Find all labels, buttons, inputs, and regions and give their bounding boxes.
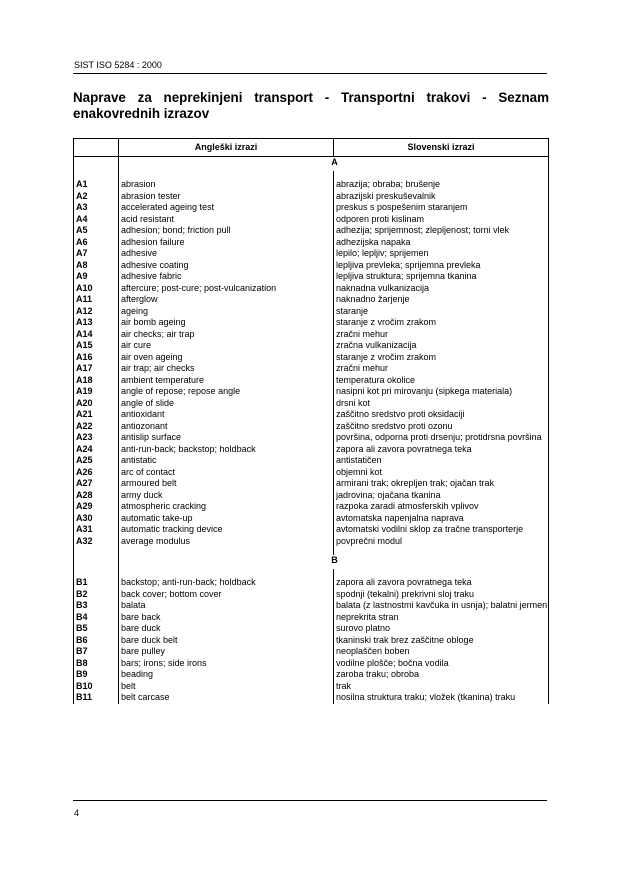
slovene-term: vodilne plošče; bočna vodila — [334, 658, 549, 670]
term-code: A15 — [74, 340, 119, 352]
english-term: automatic take-up — [119, 513, 334, 525]
english-term: backstop; anti-run-back; holdback — [119, 577, 334, 589]
term-code: A6 — [74, 237, 119, 249]
table-row — [74, 225, 549, 237]
slovene-term: zračna vulkanizacija — [334, 340, 549, 352]
table-row — [74, 191, 549, 203]
term-code: A28 — [74, 490, 119, 502]
table-row — [74, 513, 549, 525]
term-code: A3 — [74, 202, 119, 214]
term-code: A20 — [74, 398, 119, 410]
table-row — [74, 386, 549, 398]
term-code: B8 — [74, 658, 119, 670]
slovene-term: neprekrita stran — [334, 612, 549, 624]
slovene-term: nosilna struktura traku; vložek (tkanina) traku — [334, 692, 549, 704]
term-code: B6 — [74, 635, 119, 647]
english-term: air oven ageing — [119, 352, 334, 364]
term-code: A1 — [74, 179, 119, 191]
table-header-row — [74, 139, 549, 157]
english-term: atmospheric cracking — [119, 501, 334, 513]
term-code: A32 — [74, 536, 119, 548]
english-term: adhesive fabric — [119, 271, 334, 283]
table-row — [74, 375, 549, 387]
slovene-term: zaščitno sredstvo proti oksidaciji — [334, 409, 549, 421]
term-code: A10 — [74, 283, 119, 295]
term-code: A22 — [74, 421, 119, 433]
table-row — [74, 237, 549, 249]
slovene-term: zapora ali zavora povratnega teka — [334, 444, 549, 456]
header-rule — [73, 73, 547, 74]
table-row — [74, 635, 549, 647]
slovene-term: zaroba traku; obroba — [334, 669, 549, 681]
term-code: A18 — [74, 375, 119, 387]
english-term: belt — [119, 681, 334, 693]
table-row — [74, 646, 549, 658]
slovene-term: tkaninski trak brez zaščitne obloge — [334, 635, 549, 647]
table-row — [74, 248, 549, 260]
english-term: balata — [119, 600, 334, 612]
column-header-english: Angleški izrazi — [119, 139, 334, 157]
table-row — [74, 577, 549, 589]
table-row — [74, 271, 549, 283]
slovene-term: zapora ali zavora povratnega teka — [334, 577, 549, 589]
section-row-b — [74, 555, 549, 569]
term-code: A13 — [74, 317, 119, 329]
table-row — [74, 421, 549, 433]
slovene-term: staranje z vročim zrakom — [334, 317, 549, 329]
table-row — [74, 306, 549, 318]
table-row — [74, 179, 549, 191]
spacer-cell — [119, 171, 334, 179]
slovene-term: objemni kot — [334, 467, 549, 479]
english-term: ageing — [119, 306, 334, 318]
table-row — [74, 432, 549, 444]
section-code-cell — [74, 157, 119, 172]
term-code: A5 — [74, 225, 119, 237]
english-term: bare duck belt — [119, 635, 334, 647]
english-term: back cover; bottom cover — [119, 589, 334, 601]
table-row — [74, 681, 549, 693]
english-term: adhesive — [119, 248, 334, 260]
slovene-term: površina, odporna proti drsenju; protidrsna površina — [334, 432, 549, 444]
english-term: bare duck — [119, 623, 334, 635]
english-term: bars; irons; side irons — [119, 658, 334, 670]
spacer-cell — [334, 171, 549, 179]
table-row — [74, 612, 549, 624]
table-row — [74, 467, 549, 479]
term-code: A11 — [74, 294, 119, 306]
english-term: automatic tracking device — [119, 524, 334, 536]
english-term: angle of repose; repose angle — [119, 386, 334, 398]
slovene-term: staranje z vročim zrakom — [334, 352, 549, 364]
column-header-slovene: Slovenski izrazi — [334, 139, 549, 157]
table-row — [74, 352, 549, 364]
table-row — [74, 214, 549, 226]
table-row — [74, 658, 549, 670]
english-term: abrasion tester — [119, 191, 334, 203]
section-letter: A — [119, 157, 549, 172]
english-term: bare pulley — [119, 646, 334, 658]
term-code: A30 — [74, 513, 119, 525]
english-term: army duck — [119, 490, 334, 502]
term-code: A26 — [74, 467, 119, 479]
terms-table — [73, 138, 549, 704]
table-row — [74, 329, 549, 341]
table-row — [74, 692, 549, 704]
table-row — [74, 669, 549, 681]
english-term: abrasion — [119, 179, 334, 191]
section-letter: B — [119, 555, 549, 569]
term-code: B7 — [74, 646, 119, 658]
table-row — [74, 202, 549, 214]
english-term: beading — [119, 669, 334, 681]
english-term: afterglow — [119, 294, 334, 306]
term-code: A2 — [74, 191, 119, 203]
term-code: A7 — [74, 248, 119, 260]
slovene-term: jadrovina; ojačana tkanina — [334, 490, 549, 502]
page-number: 4 — [74, 808, 80, 818]
table-row — [74, 524, 549, 536]
slovene-term: antistatičen — [334, 455, 549, 467]
term-code: B10 — [74, 681, 119, 693]
slovene-term: trak — [334, 681, 549, 693]
english-term: accelerated ageing test — [119, 202, 334, 214]
slovene-term: abrazijski preskuševalnik — [334, 191, 549, 203]
spacer-cell — [74, 547, 119, 555]
term-code: A27 — [74, 478, 119, 490]
slovene-term: abrazija; obraba; brušenje — [334, 179, 549, 191]
column-header-code — [74, 139, 119, 157]
english-term: anti-run-back; backstop; holdback — [119, 444, 334, 456]
english-term: aftercure; post-cure; post-vulcanization — [119, 283, 334, 295]
spacer-row — [74, 547, 549, 555]
spacer-row — [74, 569, 549, 577]
term-code: A16 — [74, 352, 119, 364]
table-row — [74, 260, 549, 272]
table-row — [74, 444, 549, 456]
english-term: adhesive coating — [119, 260, 334, 272]
table-row — [74, 501, 549, 513]
table-row — [74, 363, 549, 375]
english-term: ambient temperature — [119, 375, 334, 387]
slovene-term: povprečni modul — [334, 536, 549, 548]
slovene-term: odporen proti kislinam — [334, 214, 549, 226]
spacer-cell — [334, 569, 549, 577]
slovene-term: armirani trak; okrepljen trak; ojačan trak — [334, 478, 549, 490]
term-code: A8 — [74, 260, 119, 272]
english-term: antioxidant — [119, 409, 334, 421]
slovene-term: lepljiva prevleka; sprijemna prevleka — [334, 260, 549, 272]
table-row — [74, 455, 549, 467]
english-term: antiozonant — [119, 421, 334, 433]
term-code: B3 — [74, 600, 119, 612]
term-code: A31 — [74, 524, 119, 536]
term-code: B2 — [74, 589, 119, 601]
slovene-term: drsni kot — [334, 398, 549, 410]
table-row — [74, 317, 549, 329]
slovene-term: lepilo; lepljiv; sprijemen — [334, 248, 549, 260]
slovene-term: preskus s pospešenim staranjem — [334, 202, 549, 214]
term-code: B1 — [74, 577, 119, 589]
english-term: angle of slide — [119, 398, 334, 410]
table-row — [74, 398, 549, 410]
spacer-cell — [119, 569, 334, 577]
slovene-term: naknadno žarjenje — [334, 294, 549, 306]
spacer-cell — [74, 171, 119, 179]
term-code: B11 — [74, 692, 119, 704]
term-code: A29 — [74, 501, 119, 513]
slovene-term: naknadna vulkanizacija — [334, 283, 549, 295]
table-row — [74, 283, 549, 295]
term-code: B5 — [74, 623, 119, 635]
english-term: belt carcase — [119, 692, 334, 704]
term-code: A9 — [74, 271, 119, 283]
slovene-term: razpoka zaradi atmosferskih vplivov — [334, 501, 549, 513]
term-code: A25 — [74, 455, 119, 467]
term-code: A24 — [74, 444, 119, 456]
term-code: A21 — [74, 409, 119, 421]
slovene-term: spodnji (tekalni) prekrivni sloj traku — [334, 589, 549, 601]
slovene-term: zračni mehur — [334, 363, 549, 375]
document-header: SIST ISO 5284 : 2000 — [74, 60, 162, 70]
slovene-term: adhezija; sprijemnost; zlepljenost; torni vlek — [334, 225, 549, 237]
term-code: A14 — [74, 329, 119, 341]
table-row — [74, 623, 549, 635]
english-term: acid resistant — [119, 214, 334, 226]
slovene-term: adhezijska napaka — [334, 237, 549, 249]
english-term: armoured belt — [119, 478, 334, 490]
term-code: B9 — [74, 669, 119, 681]
slovene-term: surovo platno — [334, 623, 549, 635]
table-row — [74, 294, 549, 306]
table-row — [74, 478, 549, 490]
slovene-term: lepljiva struktura; sprijemna tkanina — [334, 271, 549, 283]
term-code: A19 — [74, 386, 119, 398]
english-term: air trap; air checks — [119, 363, 334, 375]
slovene-term: staranje — [334, 306, 549, 318]
english-term: average modulus — [119, 536, 334, 548]
slovene-term: temperatura okolice — [334, 375, 549, 387]
slovene-term: zaščitno sredstvo proti ozonu — [334, 421, 549, 433]
spacer-cell — [119, 547, 334, 555]
spacer-cell — [334, 547, 549, 555]
table-row — [74, 600, 549, 612]
english-term: bare back — [119, 612, 334, 624]
table-row — [74, 536, 549, 548]
section-code-cell — [74, 555, 119, 569]
slovene-term: avtomatski vodilni sklop za tračne transporterje — [334, 524, 549, 536]
english-term: adhesion failure — [119, 237, 334, 249]
spacer-row — [74, 171, 549, 179]
term-code: A23 — [74, 432, 119, 444]
slovene-term: avtomatska napenjalna naprava — [334, 513, 549, 525]
term-code: A17 — [74, 363, 119, 375]
table-row — [74, 409, 549, 421]
english-term: antistatic — [119, 455, 334, 467]
english-term: air checks; air trap — [119, 329, 334, 341]
table-row — [74, 490, 549, 502]
english-term: air bomb ageing — [119, 317, 334, 329]
table-row — [74, 340, 549, 352]
slovene-term: balata (z lastnostmi kavčuka in usnja); balatni jermen — [334, 600, 549, 612]
slovene-term: neoplaščen boben — [334, 646, 549, 658]
english-term: air cure — [119, 340, 334, 352]
page-title: Naprave za neprekinjeni transport - Transportni trakovi - Seznam enakovrednih izrazov — [73, 90, 549, 121]
english-term: adhesion; bond; friction pull — [119, 225, 334, 237]
term-code: A4 — [74, 214, 119, 226]
slovene-term: nasipni kot pri mirovanju (sipkega materiala) — [334, 386, 549, 398]
spacer-cell — [74, 569, 119, 577]
english-term: antislip surface — [119, 432, 334, 444]
slovene-term: zračni mehur — [334, 329, 549, 341]
term-code: B4 — [74, 612, 119, 624]
term-code: A12 — [74, 306, 119, 318]
section-row-a — [74, 157, 549, 172]
english-term: arc of contact — [119, 467, 334, 479]
footer-rule — [73, 800, 547, 801]
table-row — [74, 589, 549, 601]
